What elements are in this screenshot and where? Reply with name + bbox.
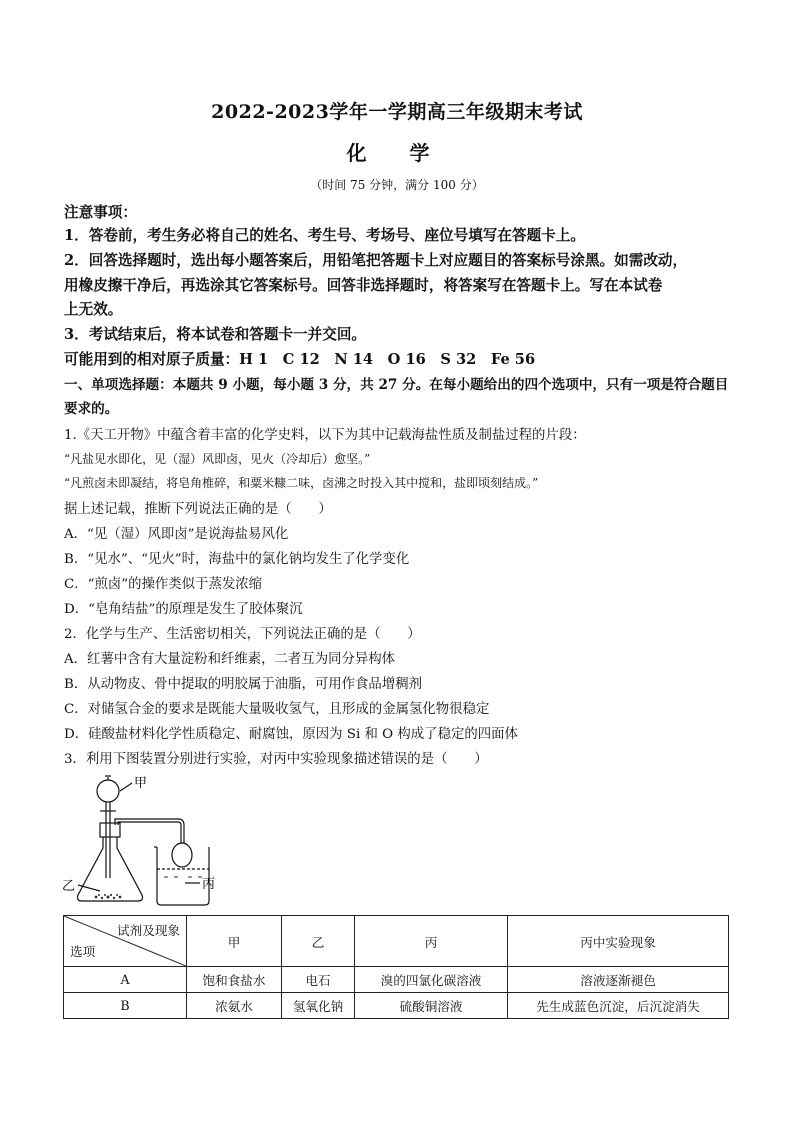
table-cell: 氢氧化钠 bbox=[282, 993, 355, 1019]
separatory-funnel-bulb bbox=[97, 780, 119, 802]
notice-item-2-line-2: 用橡皮擦干净后，再选涂其它答案标号。回答非选择题时，将答案写在答题卡上。写在本试卷 bbox=[64, 277, 663, 294]
q1-quote-2: “凡煎卤未即凝结，将皂角椎碎，和粟米糠二味，卤沸之时投入其中搅和，盐即顷刻结成。” bbox=[64, 476, 539, 490]
column-header: 乙 bbox=[282, 916, 355, 967]
notice-heading: 注意事项： bbox=[64, 204, 137, 221]
q2-option-c: C．对储氢合金的要求是既能大量吸收氢气，且形成的金属氢化物很稳定 bbox=[64, 702, 490, 717]
q3-stem: 3．利用下图装置分别进行实验，对丙中实验现象描述错误的是（ ） bbox=[64, 752, 488, 767]
column-header: 甲 bbox=[187, 916, 282, 967]
table-cell: 电石 bbox=[282, 967, 355, 993]
column-header: 丙 bbox=[355, 916, 508, 967]
q1-stem: 1.《天工开物》中蕴含着丰富的化学史料，以下为其中记载海盐性质及制盐过程的片段： bbox=[64, 428, 586, 443]
label-jia: 甲 bbox=[134, 776, 148, 791]
q1-option-d: D．“皂角结盐”的原理是发生了胶体聚沉 bbox=[64, 602, 303, 617]
q2-option-b: B．从动物皮、骨中提取的明胶属于油脂，可用作食品增稠剂 bbox=[64, 677, 422, 692]
table-cell: 硫酸铜溶液 bbox=[355, 993, 508, 1019]
table-cell: 先生成蓝色沉淀，后沉淀消失 bbox=[508, 993, 729, 1019]
table-header-row bbox=[64, 916, 729, 967]
subject-title: 化 学 bbox=[346, 141, 448, 165]
notice-item-3: 3．考试结束后，将本试卷和答题卡一并交回。 bbox=[64, 326, 367, 343]
q2-option-a: A．红薯中含有大量淀粉和纤维素，二者互为同分异构体 bbox=[64, 652, 396, 667]
table-cell: 浓氨水 bbox=[187, 993, 282, 1019]
table-cell: 溶液逐渐褪色 bbox=[508, 967, 729, 993]
q2-stem: 2．化学与生产、生活密切相关，下列说法正确的是（ ） bbox=[64, 627, 421, 642]
label-bing: 丙 bbox=[202, 877, 216, 892]
exam-title: 2022-2023学年一学期高三年级期末考试 bbox=[211, 101, 583, 123]
notice-item-2-line-1: 2．回答选择题时，选出每小题答案后，用铅笔把答题卡上对应题目的答案标号涂黑。如需改动， bbox=[64, 252, 688, 269]
atomic-mass-line: 可能用到的相对原子质量：H 1 C 12 N 14 O 16 S 32 Fe 56 bbox=[64, 351, 536, 368]
table-header-diagonal-cell bbox=[64, 916, 187, 967]
q1-question: 据上述记载，推断下列说法正确的是（ ） bbox=[64, 502, 332, 517]
q1-quote-1: “凡盐见水即化，见（湿）风即卤，见火（冷却后）愈坚。” bbox=[64, 452, 371, 466]
section1-intro-line-2: 要求的。 bbox=[64, 401, 119, 417]
table-cell: 饱和食盐水 bbox=[187, 967, 282, 993]
time-note: （时间 75 分钟，满分 100 分） bbox=[310, 178, 484, 192]
notice-item-1: 1．答卷前，考生务必将自己的姓名、考生号、考场号、座位号填写在答题卡上。 bbox=[64, 227, 585, 244]
header-option: 选项 bbox=[70, 944, 96, 959]
label-yi: 乙 bbox=[62, 879, 76, 894]
table-cell: 溴的四氯化碳溶液 bbox=[355, 967, 508, 993]
row-option: B bbox=[64, 993, 187, 1019]
q2-option-d: D．硅酸盐材料化学性质稳定、耐腐蚀，原因为 Si 和 O 构成了稳定的四面体 bbox=[64, 727, 518, 742]
section1-intro-line-1: 一、单项选择题：本题共 9 小题，每小题 3 分，共 27 分。在每小题给出的四个选项中，只有一项是符合题目 bbox=[64, 377, 729, 393]
table-row bbox=[64, 993, 729, 1019]
header-reagents: 试剂及现象 bbox=[117, 923, 180, 938]
q1-option-c: C．“煎卤”的操作类似于蒸发浓缩 bbox=[64, 577, 263, 592]
beaker bbox=[157, 847, 209, 905]
q3-apparatus-figure bbox=[60, 773, 240, 913]
column-header: 丙中实验现象 bbox=[508, 916, 729, 967]
q3-table bbox=[63, 915, 729, 1019]
inverted-funnel bbox=[172, 843, 192, 867]
q1-option-a: A．“见（湿）风即卤”是说海盐易风化 bbox=[64, 527, 289, 542]
notice-item-2-line-3: 上无效。 bbox=[64, 301, 123, 318]
q1-option-b: B．“见水”、“见火”时，海盐中的氯化钠均发生了化学变化 bbox=[64, 552, 410, 567]
row-option: A bbox=[64, 967, 187, 993]
table-row bbox=[64, 967, 729, 993]
